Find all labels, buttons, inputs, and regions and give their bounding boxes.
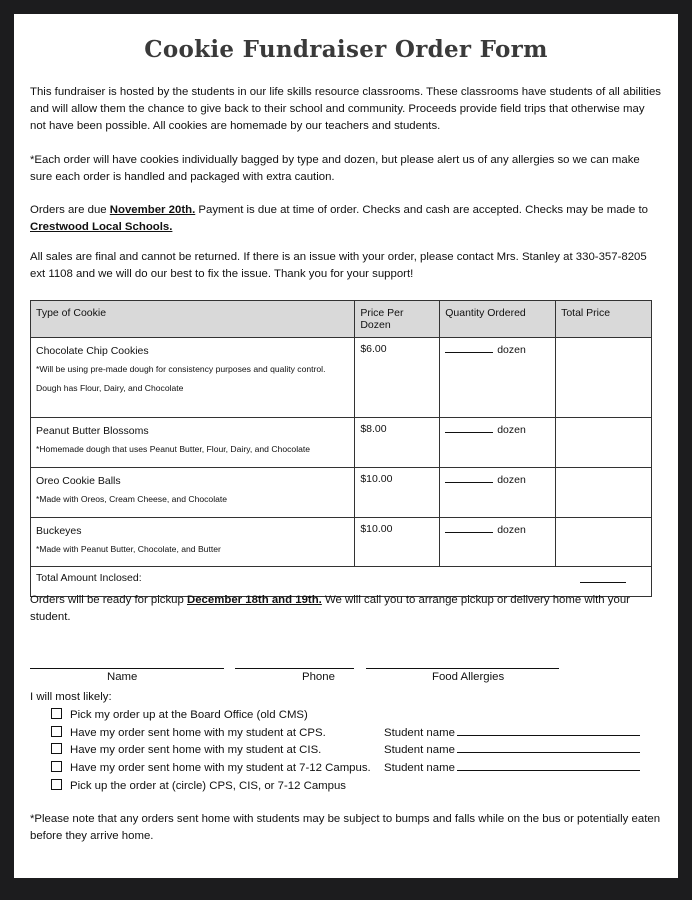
- option-label: Pick my order up at the Board Office (old CMS): [70, 709, 308, 721]
- header-price: Price Per Dozen: [355, 301, 440, 338]
- quantity-field[interactable]: [440, 518, 556, 567]
- option-pickup-circle[interactable]: [51, 778, 346, 794]
- allergies-label: Food Allergies: [432, 671, 505, 683]
- name-field[interactable]: [30, 668, 224, 669]
- option-label: Have my order sent home with my student at CPS.: [70, 727, 326, 739]
- student-name-7-12[interactable]: [384, 760, 640, 774]
- unit-label: dozen: [497, 344, 526, 356]
- cookie-price: $8.00: [355, 418, 440, 468]
- total-price-cell[interactable]: [556, 518, 652, 567]
- option-label: Pick up the order at (circle) CPS, CIS, or 7-12 Campus: [70, 780, 347, 792]
- phone-field[interactable]: [235, 668, 354, 669]
- option-7-12[interactable]: [51, 760, 371, 776]
- checkbox[interactable]: [51, 761, 62, 772]
- payee: Crestwood Local Schools.: [30, 221, 173, 233]
- phone-label: Phone: [302, 671, 335, 683]
- student-name-label: Student name: [384, 744, 455, 756]
- options-heading: I will most likely:: [30, 691, 112, 703]
- pickup-prefix: Orders will be ready for pickup: [30, 594, 187, 606]
- header-quantity: Quantity Ordered: [440, 301, 556, 338]
- pickup-suffix: We will call you to arrange pickup or delivery home with your student.: [30, 594, 630, 623]
- due-prefix: Orders are due: [30, 204, 110, 216]
- option-board-office[interactable]: [51, 707, 308, 723]
- checkbox[interactable]: [51, 779, 62, 790]
- checkbox[interactable]: [51, 726, 62, 737]
- total-label: Total Amount Inclosed:: [31, 567, 556, 597]
- student-name-label: Student name: [384, 727, 455, 739]
- cookie-name: Buckeyes: [36, 525, 82, 537]
- table-row: [31, 418, 652, 468]
- header-type: Type of Cookie: [31, 301, 355, 338]
- form-title: Cookie Fundraiser Order Form: [144, 36, 548, 63]
- name-label: Name: [107, 671, 138, 683]
- cookie-note: *Homemade dough that uses Peanut Butter, Flour, Dairy, and Chocolate: [36, 444, 311, 454]
- final-sales-paragraph: All sales are final and cannot be returned. If there is an issue with your order, please contact Mrs. Stanley at 330-357-8205 ext 1108 and we will do our best to fix the issue. Thank you for your support!: [30, 251, 647, 280]
- option-label: Have my order sent home with my student at 7-12 Campus.: [70, 762, 371, 774]
- footer-note: *Please note that any orders sent home with students may be subject to bumps and falls while on the bus or potentially eaten before they arrive home.: [30, 813, 661, 842]
- option-cis[interactable]: [51, 742, 321, 758]
- allergies-field[interactable]: [366, 668, 559, 669]
- pickup-dates: December 18th and 19th.: [187, 594, 322, 606]
- allergy-note: *Each order will have cookies individually bagged by type and dozen, but please alert us of any allergies so we can make sure each order is handled and packaged with extra caution.: [30, 154, 640, 183]
- header-total: Total Price: [556, 301, 652, 338]
- cookie-name: Oreo Cookie Balls: [36, 475, 121, 487]
- cookie-name: Peanut Butter Blossoms: [36, 425, 149, 437]
- unit-label: dozen: [497, 424, 526, 436]
- intro-paragraph: This fundraiser is hosted by the students in our life skills resource classrooms. These classrooms have students of all abilities and will allow them the chance to give back to their school and community. Proceeds provide field trips that otherwise may not have been possible. All cookies are homemade by our teachers and students.: [30, 86, 661, 132]
- total-price-cell[interactable]: [556, 338, 652, 418]
- student-name-cis[interactable]: [384, 742, 640, 756]
- due-paragraph: [30, 202, 662, 236]
- quantity-field[interactable]: [440, 338, 556, 418]
- pickup-paragraph: [30, 592, 662, 626]
- option-label: Have my order sent home with my student at CIS.: [70, 744, 322, 756]
- due-middle: Payment is due at time of order. Checks and cash are accepted. Checks may be made to: [195, 204, 648, 216]
- cookie-price: $10.00: [355, 518, 440, 567]
- cookie-price: $6.00: [355, 338, 440, 418]
- order-table: [30, 300, 652, 597]
- cookie-note: *Will be using pre-made dough for consistency purposes and quality control. Dough has Flour, Dairy, and Chocolate: [36, 364, 326, 393]
- quantity-field[interactable]: [440, 468, 556, 518]
- option-cps[interactable]: [51, 725, 326, 741]
- quantity-field[interactable]: [440, 418, 556, 468]
- cookie-name: Chocolate Chip Cookies: [36, 345, 149, 357]
- checkbox[interactable]: [51, 743, 62, 754]
- student-name-cps[interactable]: [384, 725, 640, 739]
- unit-label: dozen: [497, 524, 526, 536]
- unit-label: dozen: [497, 474, 526, 486]
- cookie-price: $10.00: [355, 468, 440, 518]
- cookie-note: *Made with Peanut Butter, Chocolate, and Butter: [36, 544, 221, 554]
- student-name-label: Student name: [384, 762, 455, 774]
- total-price-cell[interactable]: [556, 418, 652, 468]
- order-form-page: [14, 14, 678, 878]
- table-row: [31, 338, 652, 418]
- due-date: November 20th.: [109, 204, 196, 216]
- table-row: [31, 468, 652, 518]
- checkbox[interactable]: [51, 708, 62, 719]
- table-header-row: [31, 301, 652, 338]
- total-price-cell[interactable]: [556, 468, 652, 518]
- table-row: [31, 518, 652, 567]
- cookie-note: *Made with Oreos, Cream Cheese, and Chocolate: [36, 494, 228, 504]
